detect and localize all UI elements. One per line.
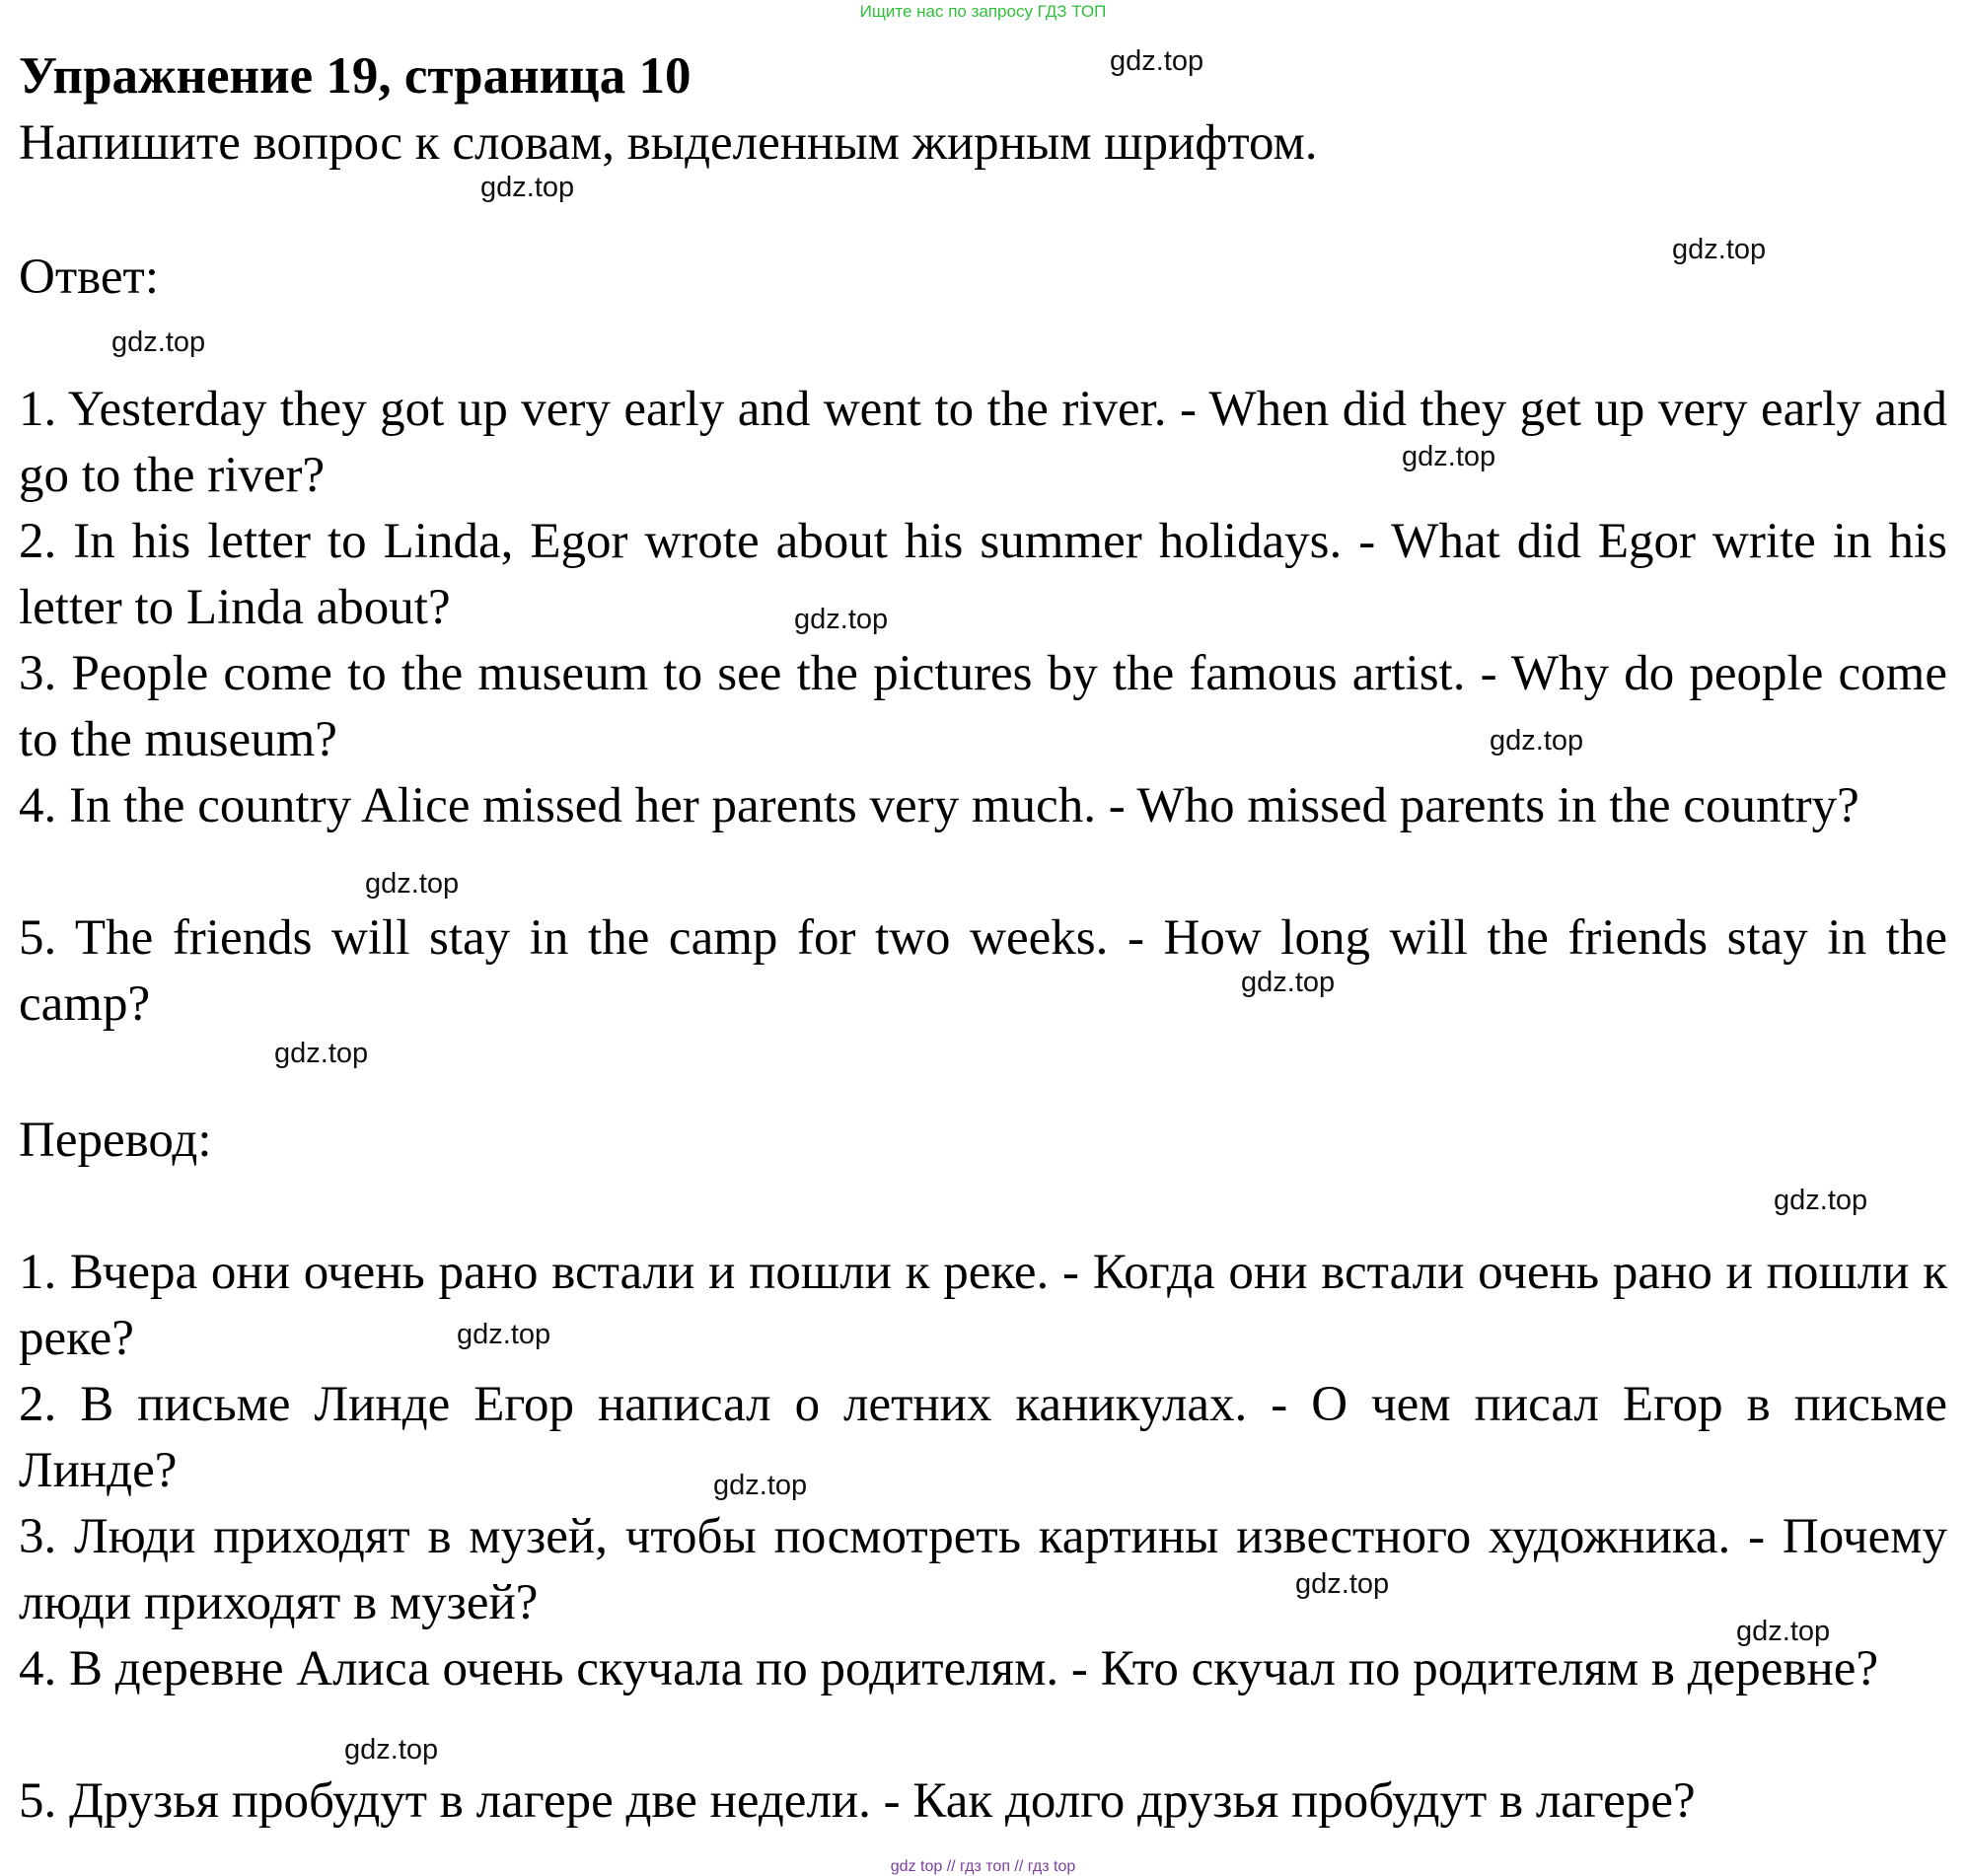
answer-heading: Ответ: — [19, 250, 159, 305]
exercise-title: Упражнение 19, страница 10 — [19, 47, 692, 105]
watermark: gdz.top — [794, 604, 889, 635]
watermark: gdz.top — [1490, 725, 1584, 757]
watermark: gdz.top — [1110, 45, 1204, 77]
watermark: gdz.top — [457, 1319, 551, 1350]
watermark: gdz.top — [274, 1038, 369, 1069]
footer-watermark: gdz top // гдз топ // гдз top — [890, 1858, 1076, 1875]
watermark: gdz.top — [1402, 441, 1496, 472]
answer-item-2: 2. In his letter to Linda, Egor wrote about his summer holidays. - What did Egor write in his letter to Linda about? — [19, 514, 1947, 635]
watermark: gdz.top — [1295, 1568, 1390, 1600]
answer-item-1: 1. Yesterday they got up very early and went to the river. - When did they get up very early and go to the river? — [19, 382, 1947, 503]
translation-item-3: 3. Люди приходят в музей, чтобы посмотреть картины известного художника. - Почему люди приходят в музей? — [19, 1509, 1947, 1630]
top-banner-link[interactable]: Ищите нас по запросу ГДЗ ТОП — [859, 2, 1107, 21]
watermark: gdz.top — [1774, 1185, 1868, 1216]
task-instruction: Напишите вопрос к словам, выделенным жирным шрифтом. — [19, 115, 1318, 171]
answer-item-4: 4. In the country Alice missed her parents very much. - Who missed parents in the country? — [19, 778, 1859, 833]
watermark: gdz.top — [713, 1470, 808, 1501]
answer-item-5: 5. The friends will stay in the camp for two weeks. - How long will the friends stay in the camp? — [19, 910, 1947, 1032]
answer-item-3: 3. People come to the museum to see the pictures by the famous artist. - Why do people come to the museum? — [19, 646, 1947, 767]
watermark: gdz.top — [365, 868, 460, 900]
watermark: gdz.top — [1736, 1616, 1831, 1647]
translation-item-1: 1. Вчера они очень рано встали и пошли к реке. - Когда они встали очень рано и пошли к реке? — [19, 1245, 1947, 1366]
watermark: gdz.top — [1672, 234, 1767, 265]
translation-item-2: 2. В письме Линде Егор написал о летних каникулах. - О чем писал Егор в письме Линде? — [19, 1377, 1947, 1498]
translation-item-4: 4. В деревне Алиса очень скучала по родителям. - Кто скучал по родителям в деревне? — [19, 1641, 1879, 1696]
watermark: gdz.top — [344, 1734, 439, 1766]
watermark: gdz.top — [480, 172, 575, 203]
translation-heading: Перевод: — [19, 1113, 212, 1168]
translation-item-5: 5. Друзья пробудут в лагере две недели. - Как долго друзья пробудут в лагере? — [19, 1773, 1696, 1829]
watermark: gdz.top — [111, 326, 206, 358]
watermark: gdz.top — [1241, 967, 1336, 998]
